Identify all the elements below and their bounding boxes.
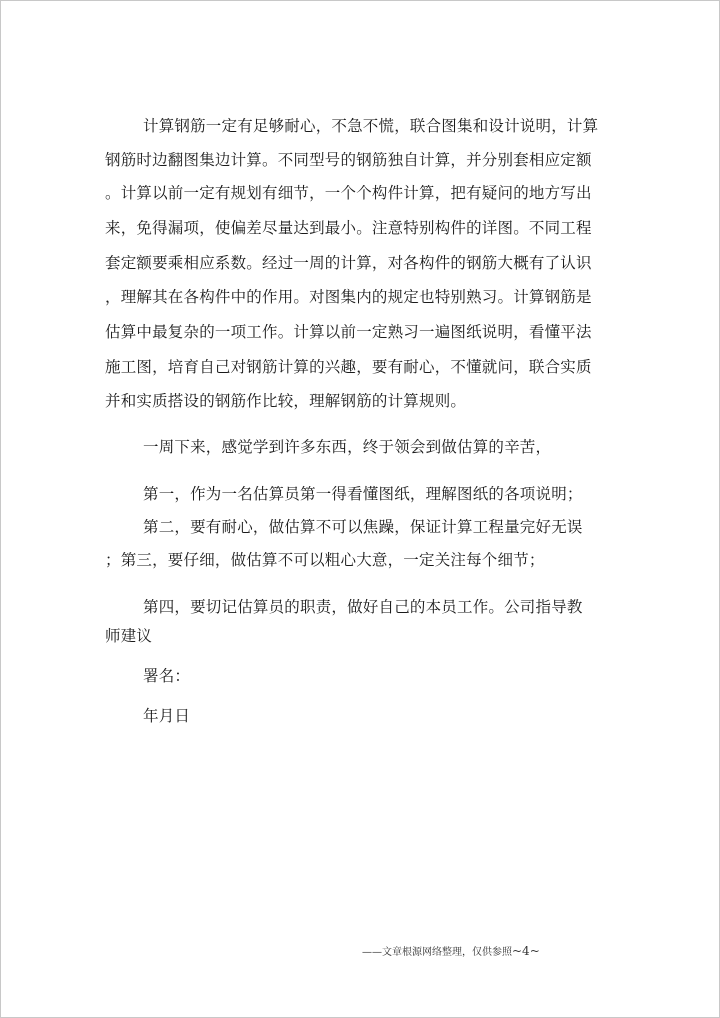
paragraph-3-line-3: ；第三，要仔细，做估算不可以粗心大意，一定关注每个细节； — [105, 551, 545, 569]
paragraph-1-line-8: 施工图，培育自己对钢筋计算的兴趣，要有耐心，不懂就问，联合实质 — [105, 358, 592, 376]
paragraph-1-line-9: 并和实质搭设的钢筋作比较，理解钢筋的计算规则。 — [105, 392, 467, 410]
paragraph-1-line-5: 套定额要乘相应系数。经过一周的计算，对各构件的钢筋大概有了认识 — [105, 254, 592, 272]
paragraph-1-line-4: 来，免得漏项，使偏差尽量达到最小。注意特别构件的详图。不同工程 — [105, 219, 592, 237]
footer-text: ——文章根源网络整理，仅供参照 — [362, 947, 512, 958]
date-label: 年月日 — [143, 707, 191, 725]
paragraph-4-line-2: 师建议 — [105, 627, 153, 645]
paragraph-2: 一周下来，感觉学到许多东西，终于领会到做估算的辛苦， — [143, 438, 552, 456]
paragraph-3-line-2: 第二，要有耐心，做估算不可以焦躁，保证计算工程量完好无误 — [143, 518, 583, 536]
signature-label: 署名： — [143, 667, 191, 685]
paragraph-4-line-1: 第四，要切记估算员的职责，做好自己的本员工作。公司指导教 — [143, 598, 583, 616]
paragraph-1-line-7: 估算中最复杂的一项工作。计算以前一定熟习一遍图纸说明，看懂平法 — [105, 323, 592, 341]
paragraph-1-line-2: 钢筋时边翻图集边计算。不同型号的钢筋独自计算，并分别套相应定额 — [105, 151, 592, 169]
paragraph-1-line-3: 。计算以前一定有规划有细节，一个个构件计算，把有疑问的地方写出 — [105, 184, 592, 202]
paragraph-1-line-1: 计算钢筋一定有足够耐心，不急不慌，联合图集和设计说明，计算 — [143, 117, 599, 135]
paragraph-1-line-6: ，理解其在各构件中的作用。对图集内的规定也特别熟习。计算钢筋是 — [105, 288, 592, 306]
paragraph-3-line-1: 第一，作为一名估算员第一得看懂图纸，理解图纸的各项说明； — [143, 485, 583, 503]
page-number: ~4~ — [512, 944, 540, 958]
page-footer — [362, 944, 540, 960]
